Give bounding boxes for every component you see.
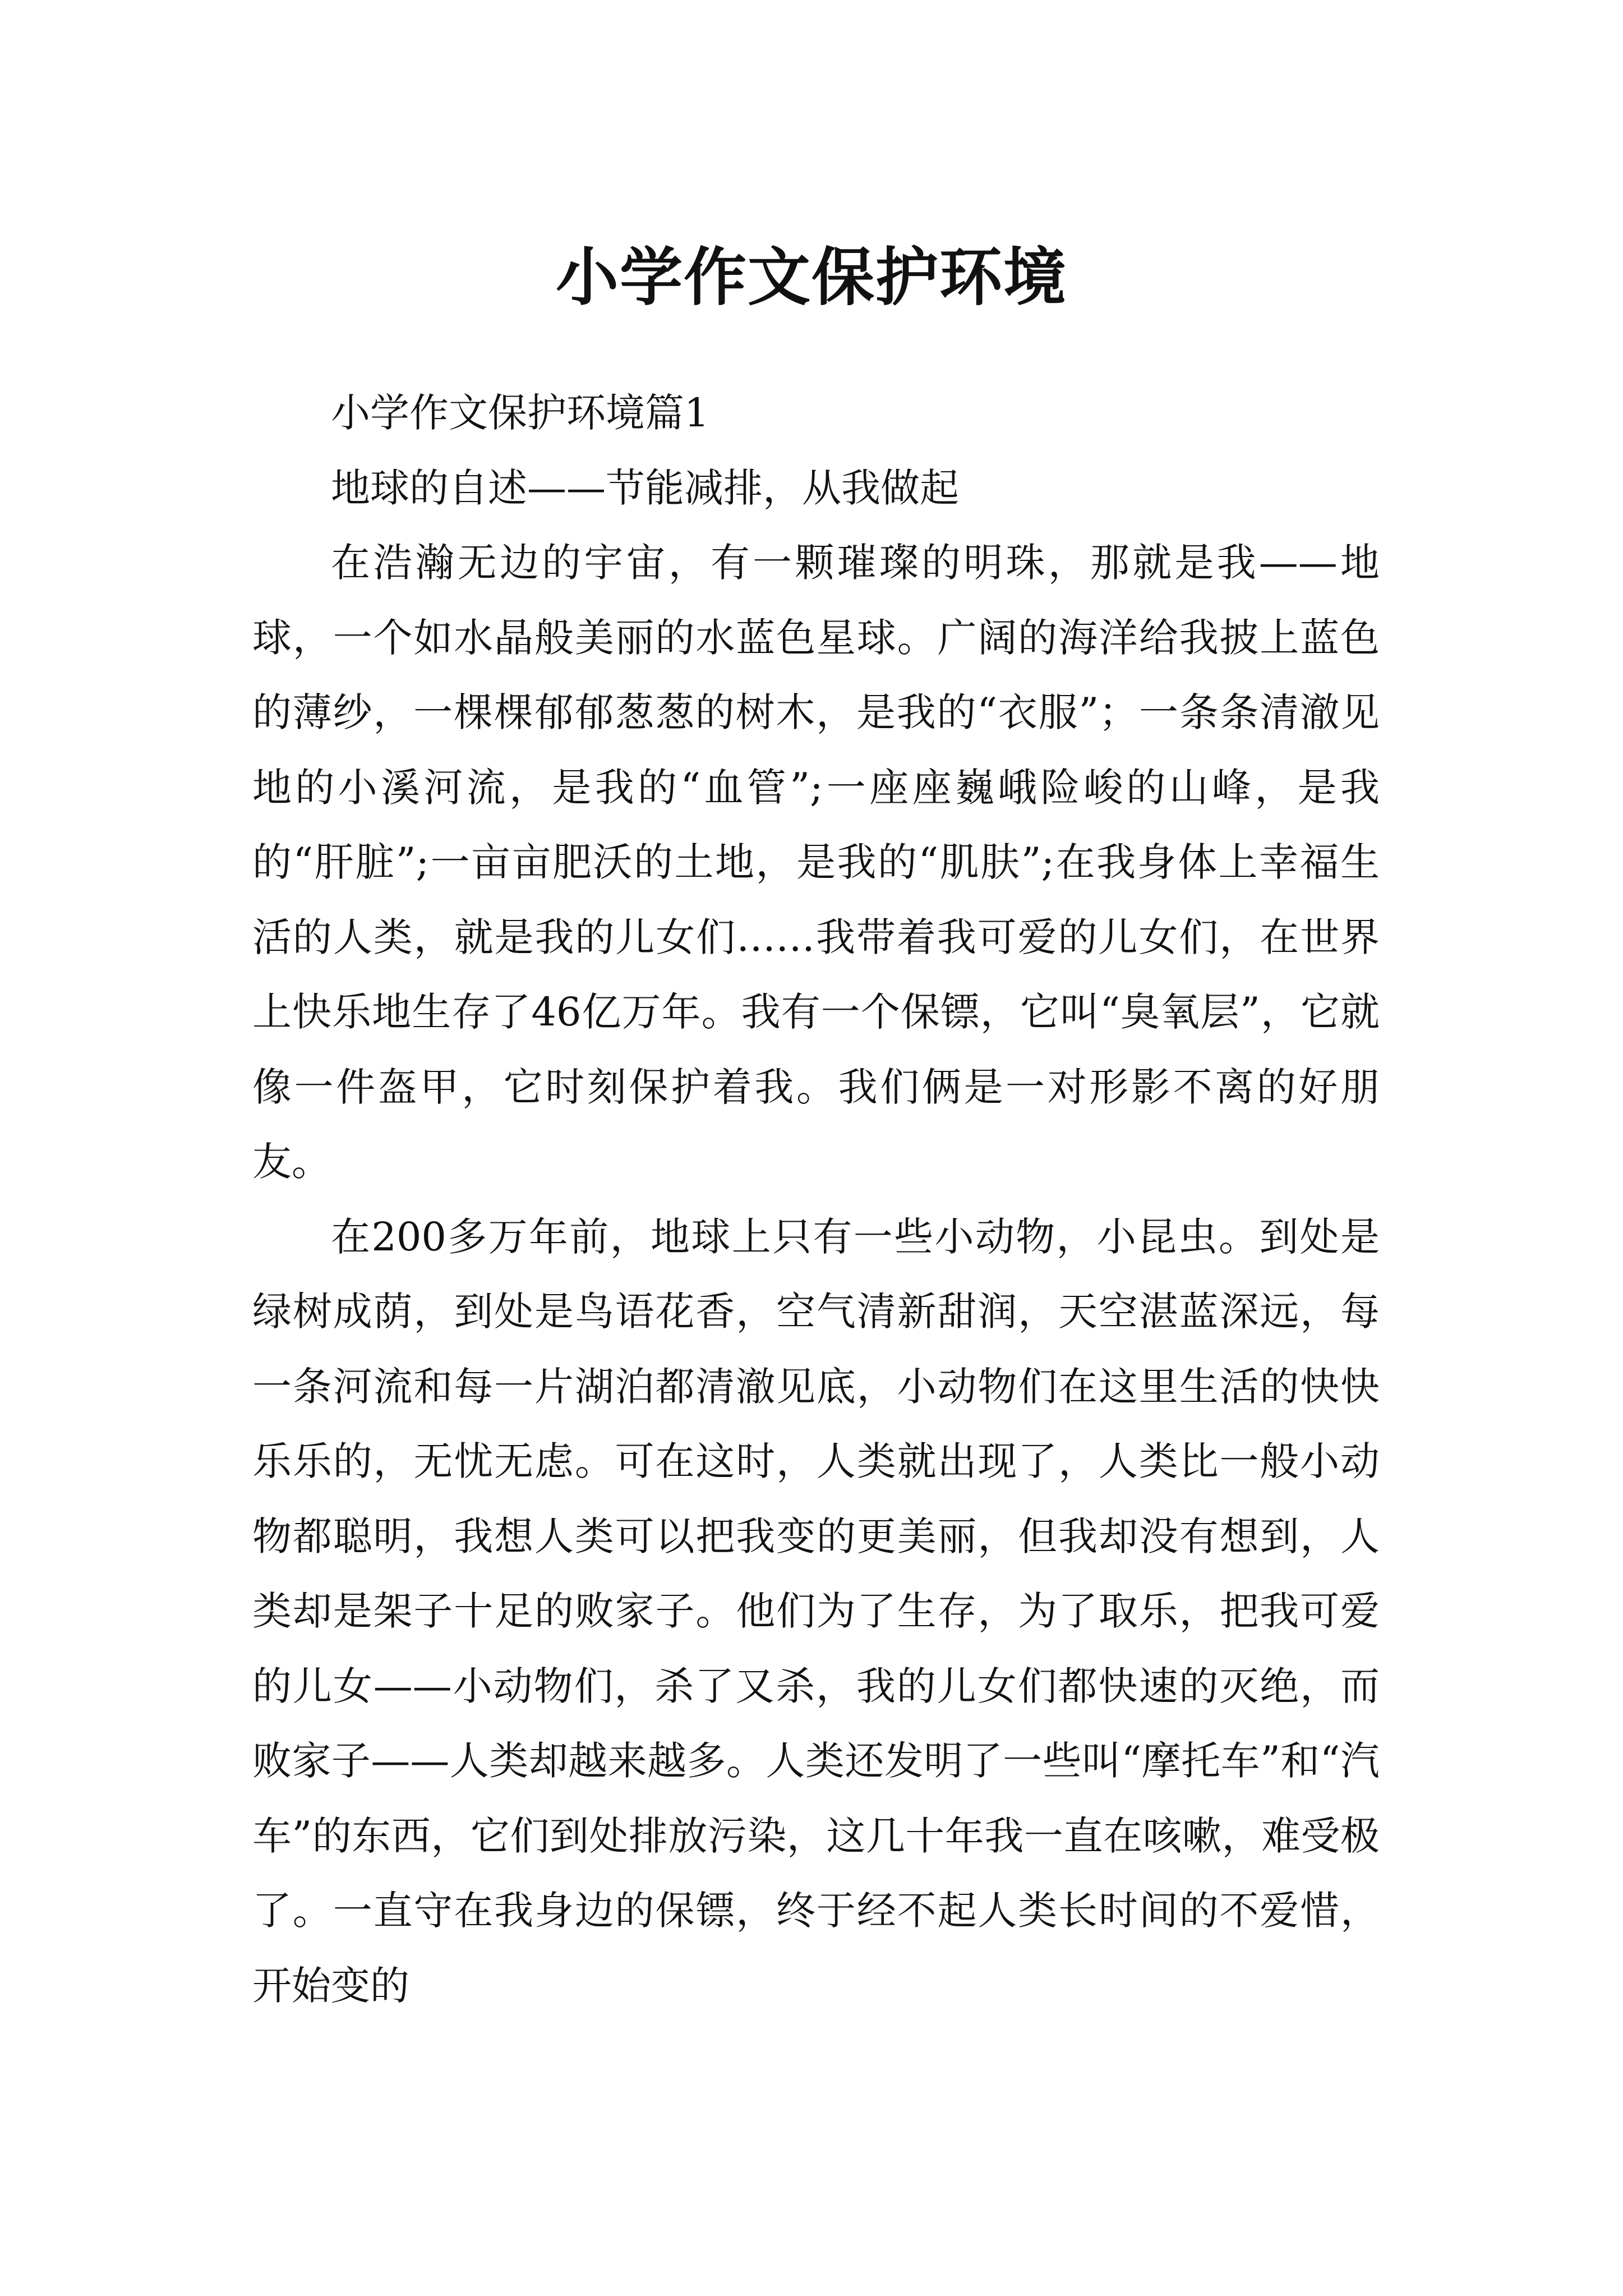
document-title: 小学作文保护环境 (556, 241, 1067, 315)
paragraph: 在200多万年前，地球上只有一些小动物，小昆虫。到处是绿树成荫，到处是鸟语花香，空气清新甜润，天空湛蓝深远，每一条河流和每一片湖泊都清澈见底，小动物们在这里生活的快快乐乐的，无忧无虑。可在这时，人类就出现了，人类比一般小动物都聪明，我想人类可以把我变的更美丽，但我却没有想到，人类却是架子十足的败家子。他们为了生存，为了取乐，把我可爱的儿女——小动物们，杀了又杀，我的儿女们都快速的灭绝，而败家子——人类却越来越多。人类还发明了一些叫“摩托车”和“汽车”的东西，它们到处排放污染，这几十年我一直在咳嗽，难受极了。一直守在我身边的保镖，终于经不起人类长时间的不爱惜，开始变的 (252, 1213, 1380, 2009)
document-body (252, 376, 1380, 2023)
paragraph: 在浩瀚无边的宇宙，有一颗璀璨的明珠，那就是我——地球，一个如水晶般美丽的水蓝色星球。广阔的海洋给我披上蓝色的薄纱，一棵棵郁郁葱葱的树木，是我的“衣服”；一条条清澈见地的小溪河流，是我的“血管”;一座座巍峨险峻的山峰，是我的“肝脏”;一亩亩肥沃的土地，是我的“肌肤”;在我身体上幸福生活的人类，就是我的儿女们……我带着我可爱的儿女们，在世界上快乐地生存了46亿万年。我有一个保镖，它叫“臭氧层”，它就像一件盔甲，它时刻保护着我。我们俩是一对形影不离的好朋友。 (252, 540, 1380, 1185)
essay-subtitle: 地球的自述——节能减排，从我做起 (331, 464, 959, 511)
section-heading: 小学作文保护环境篇1 (331, 390, 709, 436)
